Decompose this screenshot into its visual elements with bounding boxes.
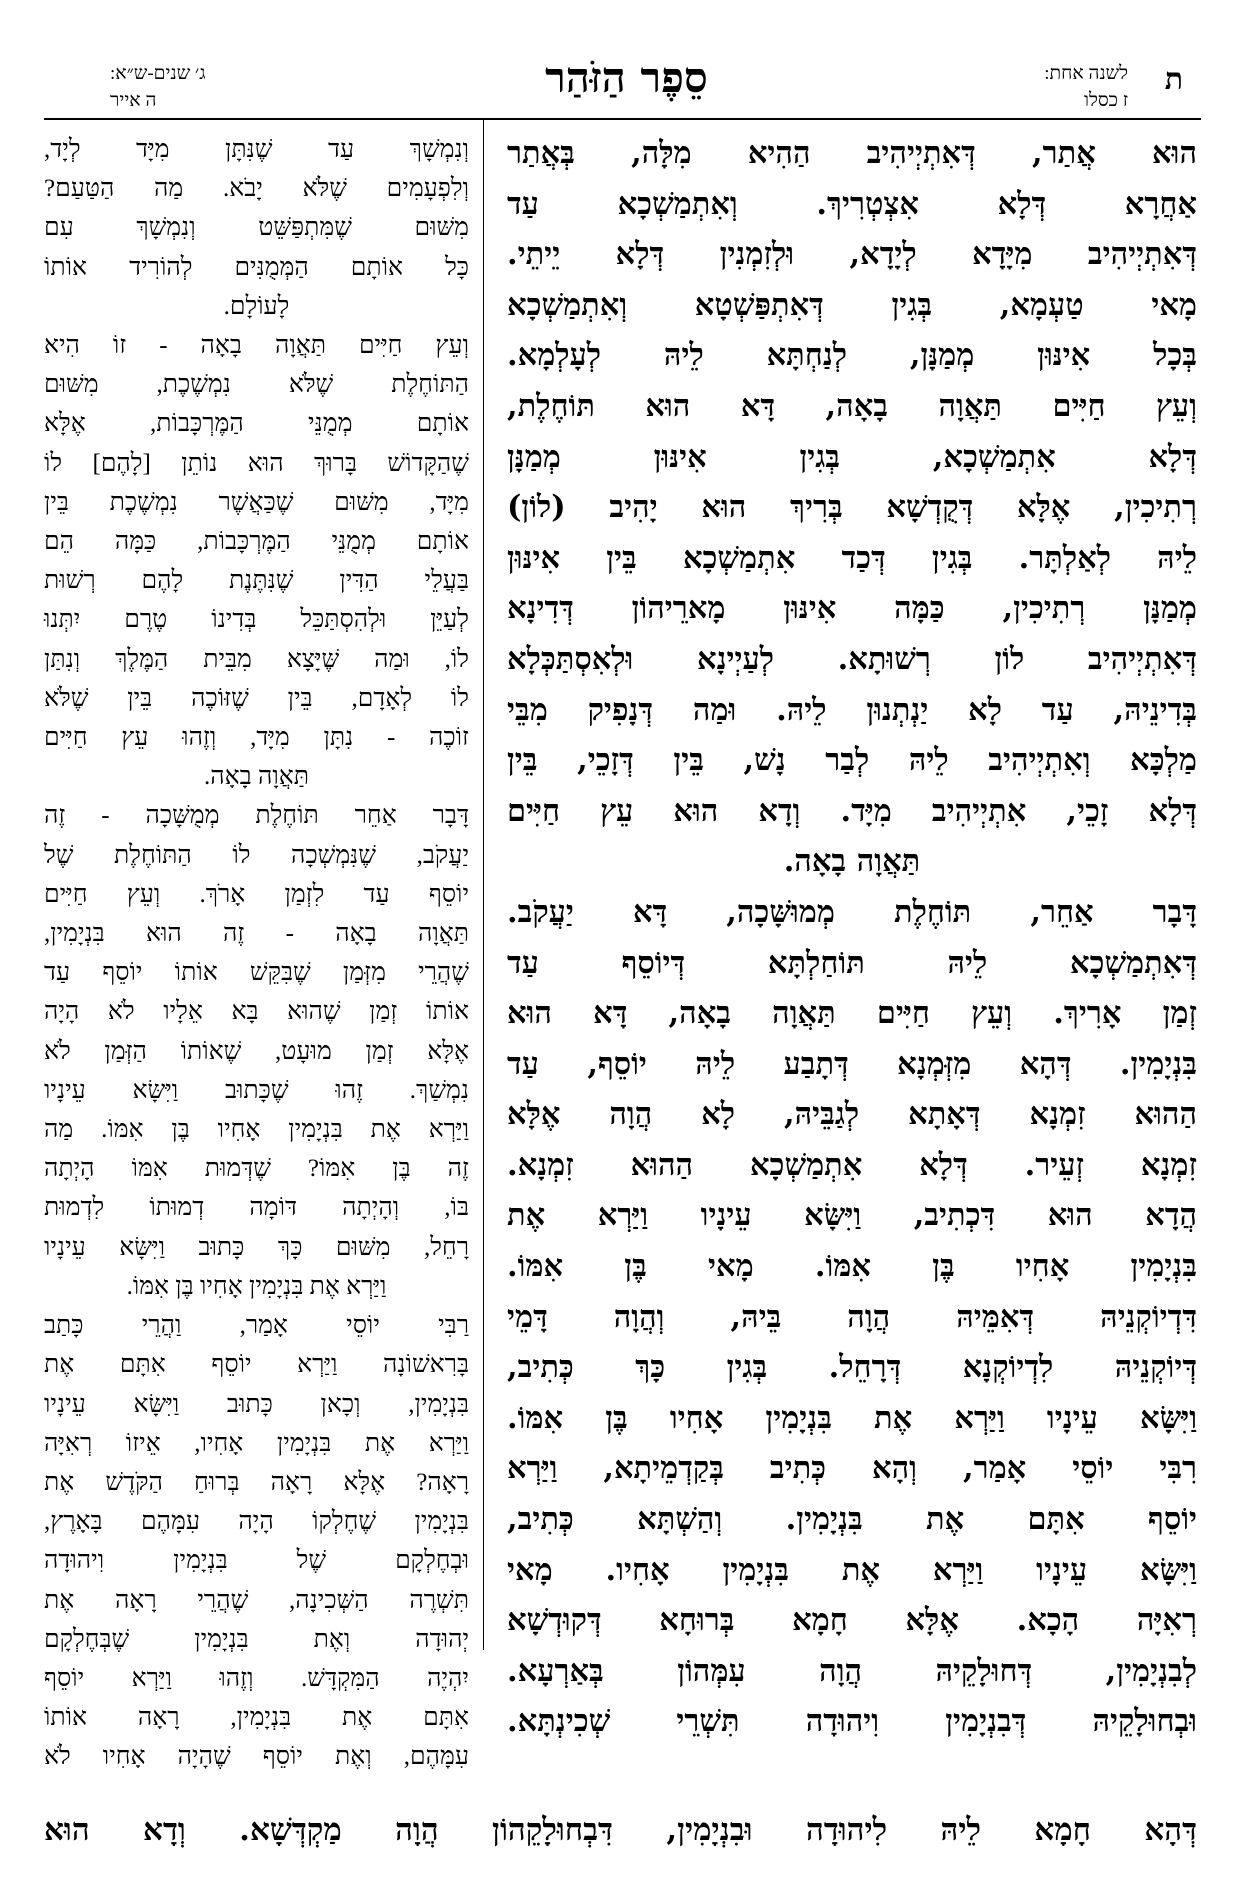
- main-line: מָאי טַעְמָא, בְּגִין דְּאִתְפַּשְׁטָא וְאִתְמַשְׁכָא: [507, 286, 1197, 323]
- header-rule: [44, 118, 1201, 120]
- side-line: וְלִפְעָמִים שֶׁלֹּא יָבֹא. מַה הַטַּעַם?: [44, 175, 469, 203]
- main-line: מַלְכָּא וְאִתְיְיהִיב לֵיהּ לְבַר נָשׁ, בֵּין דְּזָכֵי, בֵּין: [507, 742, 1197, 779]
- main-line: דְּלָא זָכֵי, אִתְיְיהִיב מִיָּד. וְדָא הוּא עֵץ חַיִּים: [507, 792, 1197, 829]
- side-line: רַבִּי יוֹסֵי אָמַר, וַהֲרֵי כָּתַב: [44, 1312, 469, 1340]
- main-line: בִּנְיָמִין. דְּהָא מִזְּמְנָא דְּתָבַע לֵיהּ יוֹסֵף, עַד: [507, 1045, 1197, 1082]
- side-line: וַיַּרְא אֶת בִּנְיָמִין אָחִיו, אֵיזוֹ רְאִיָּה: [44, 1429, 469, 1457]
- side-line: כָּל אוֹתָם הַמְּמֻנִּים לְהוֹרִיד אוֹתוֹ: [44, 253, 469, 281]
- side-line: שֶׁהַקָּדוֹשׁ בָּרוּךְ הוּא נוֹתֵן [לָהֶם] לוֹ: [44, 449, 469, 477]
- side-line: יַעֲקֹב, שֶׁנִּמְשְׁכָה לוֹ הַתּוֹחֶלֶת שֶׁל: [44, 841, 469, 869]
- header-right-line2: ז כסלו: [1084, 90, 1128, 111]
- side-line: אֶלָּא זְמַן מוּעָט, שֶׁאוֹתוֹ הַזְּמַן לֹא: [44, 1037, 469, 1065]
- side-line: זֶה בֶּן אִמּוֹ? שֶׁדְּמוּת אִמּוֹ הָיְתָה: [44, 1155, 469, 1183]
- main-line: בִּנְיָמִין אָחִיו בֶּן אִמּוֹ. מָאי בֶּן אִמּוֹ.: [507, 1248, 1197, 1285]
- main-line: רְאִיָּה הָכָא. אֶלָּא חָמָא בְּרוּחָא דְּקוּדְשָׁא: [507, 1602, 1197, 1639]
- main-line: דְּאִתְיְיהִיב לוֹן רְשׁוּתָא. לְעַיְינָא וּלְאִסְתַּכְּלָא: [507, 640, 1197, 677]
- side-line: עִמָּהֶם, וְאֶת יוֹסֵף שֶׁהָיָה אָחִיו לֹא: [44, 1743, 469, 1771]
- side-line: וַיַּרְא אֶת בִּנְיָמִין אָחִיו בֶּן אִמּוֹ. מַה: [44, 1116, 469, 1144]
- side-line: וְנִמְשָׁךְ עַד שֶׁנִּתָּן מִיָּד לְיָד,: [44, 136, 469, 163]
- main-line: וַיִּשָּׂא עֵינָיו וַיַּרְא אֶת בִּנְיָמִין אָחִיו בֶּן אִמּוֹ.: [507, 1399, 1197, 1436]
- main-line: רְתִיכִין, אֶלָּא דְּקֻדְשָׁא בְּרִיךְ הוּא יָהִיב (לוֹן): [507, 489, 1197, 526]
- side-line: שֶׁהֲרֵי מִזְּמַן שֶׁבִּקֵּשׁ אוֹתוֹ יוֹסֵף עַד: [44, 959, 469, 987]
- side-line: נִמְשַׁךְ. זֶהוּ שֶׁכָּתוּב וַיִּשָּׂא עֵינָיו: [44, 1076, 469, 1104]
- column-divider: [483, 120, 484, 1650]
- side-line: וַיַּרְא אֶת בִּנְיָמִין אָחִיו בֶּן אִמּוֹ.: [126, 1272, 387, 1300]
- side-line: אוֹתוֹ זְמַן שֶׁהוּא בָּא אֵלָיו לֹא הָיָה: [44, 998, 469, 1026]
- main-line: תַּאֲוָה בָאָה.: [783, 843, 921, 880]
- side-line: יוֹסֵף עַד לִזְמַן אָרֹךְ. וְעֵץ חַיִּים: [44, 880, 469, 908]
- bottom-continuation-line: דְּהָא חָמָא לֵיהּ לִיהוּדָה וּבִנְיָמִין, דִּבְחוּלָקֵהוֹן הֲוָה מַקְדְּשָׁא. וְדָא הוּא: [44, 1812, 1197, 1848]
- main-line: אַחֲרָא דְּלָא אִצְטְרִיךְ. וְאִתְמַשְׁכָא עַד: [507, 185, 1197, 222]
- main-line: וַיִּשָּׂא עֵינָיו וַיַּרְא אֶת בִּנְיָמִין אָחִיו. מָאי: [507, 1551, 1197, 1588]
- main-line: דְּלָא אִתְמַשְׁכָא, בְּגִין אִינּוּן מְמַנָּן: [507, 438, 1197, 475]
- main-line: בְּכָל אִינּוּן מְמַנָּן, לְנַחְתָּא לֵיהּ לְעָלְמָא.: [507, 337, 1197, 374]
- main-line: דִּדְיוֹקְנֵיהּ דְּאִמֵּיהּ הֲוָה בֵּיהּ, וְהֲוָה דָּמֵי: [507, 1298, 1197, 1335]
- side-line: אוֹתָם מְמֻנֵּי הַמֶּרְכָּבוֹת, כַּמָּה הֵם: [44, 528, 469, 556]
- hebrew-translation-column: [44, 130, 469, 1777]
- side-line: בִּנְיָמִין שֶׁחֶלְקוֹ הָיָה עִמָּהֶם בָּאָרֶץ,: [44, 1508, 469, 1536]
- side-line: אוֹתָם מְמֻנֵּי הַמֶּרְכָּבוֹת, אֶלָּא: [44, 410, 469, 438]
- main-line: יוֹסֵף אִתָּם אֶת בִּנְיָמִין. וְהַשְׁתָּא כְּתִיב,: [507, 1501, 1197, 1538]
- side-line: מִיָּד, מִשּׁוּם שֶׁכַּאֲשֶׁר נִמְשֶׁכֶת בֵּין: [44, 488, 469, 516]
- page-letter: ת: [1164, 62, 1183, 97]
- side-line: בִּנְיָמִין, וְכָאן כָּתוּב וַיִּשָּׂא עֵינָיו: [44, 1390, 469, 1418]
- side-line: לָעוֹלָם.: [223, 292, 290, 320]
- side-line: בַּעֲלֵי הַדִּין שֶׁנִּתֶּנֶת לָהֶם רְשׁוּת: [44, 567, 469, 595]
- book-title: סֵפֶר הַזֹּהַר: [545, 53, 708, 102]
- main-line: זִמְנָא זְעֵיר. דְּלָא אִתְמַשְׁכָא הַהוּא זִמְנָא.: [507, 1146, 1197, 1183]
- main-line: זְמַן אָרִיךְ. וְעֵץ חַיִּים תַּאֲוָה בָאָה, דָּא הוּא: [507, 995, 1197, 1032]
- main-line: הוּא אֲתַר, דְּאִתְיְיהִיב הַהִיא מִלָּה, בְּאֲתַר: [507, 135, 1197, 171]
- main-line: דָּבָר אַחֵר, תּוֹחֶלֶת מְמוּשָּׁכָה, דָּא יַעֲקֹב.: [507, 893, 1197, 930]
- side-line: יְהוּדָה וְאֶת בִּנְיָמִין שֶׁבְּחֶלְקָם: [44, 1625, 469, 1653]
- side-line: רָאָה? אֶלָּא רָאָה בְּרוּחַ הַקֹּדֶשׁ אֶת: [44, 1468, 469, 1496]
- side-line: מִשּׁוּם שֶׁמִּתְפַּשֵּׁט וְנִמְשָׁךְ עִם: [44, 214, 469, 242]
- header-left: [110, 60, 370, 114]
- main-line: בְּדִינֵיהּ, עַד לָא יַנְתְנוּן לֵיהּ. וּמַה דְּנָפִיק מִבֵּי: [507, 691, 1197, 728]
- side-line: בָּרִאשׁוֹנָה וַיַּרְא יוֹסֵף אִתָּם אֶת: [44, 1351, 469, 1379]
- header-right-line1: לשנה אחת:: [1044, 63, 1128, 84]
- side-line: זוֹכֶה - נִתָּן מִיָּד, וְזֶהוּ עֵץ חַיִּים: [44, 724, 469, 752]
- main-line: הַהוּא זִמְנָא דְּאָתָא לְגַבֵּיהּ, לָא הֲוָה אֶלָּא: [507, 1096, 1197, 1133]
- aramaic-text-column: [507, 128, 1197, 1747]
- side-line: הַתּוֹחֶלֶת שֶׁלֹּא נִמְשֶׁכֶת, מִשּׁוּם: [44, 371, 469, 399]
- side-line: וְעֵץ חַיִּים תַּאֲוָה בָאָה - זוֹ הִיא: [44, 332, 469, 360]
- side-line: לוֹ, וּמַה שֶּׁיָּצָא מִבֵּית הַמֶּלֶךְ וְנִתַּן: [44, 645, 469, 673]
- side-line: יִהְיֶה הַמִּקְדָּשׁ. וְזֶהוּ וַיַּרְא יוֹסֵף: [44, 1664, 469, 1692]
- side-line: רָחֵל, מִשּׁוּם כָּךְ כָּתוּב וַיִּשָּׂא עֵינָיו: [44, 1233, 469, 1261]
- main-line: דְּיוֹקְנֵיהּ לִדְיוֹקְנָא דְּרָחֵל. בְּגִין כָּךְ כְּתִיב,: [507, 1349, 1197, 1386]
- header-left-line1: ג׳ שנים-ש״א:: [110, 63, 206, 84]
- main-line: הֲדָא הוּא דִּכְתִיב, וַיִּשָּׂא עֵינָיו וַיַּרְא אֶת: [507, 1197, 1197, 1234]
- side-line: לוֹ לְאָדָם, בֵּין שֶׁזּוֹכֶה בֵּין שֶׁלֹּא: [44, 684, 469, 712]
- side-line: דָּבָר אַחֵר תּוֹחֶלֶת מְמֻשָּׁכָה - זֶה: [44, 802, 469, 830]
- side-line: בּוֹ, וְהָיְתָה דּוֹמָה דְמוּתוֹ לִדְמוּת: [44, 1194, 469, 1222]
- side-line: תַּאֲוָה בָאָה.: [204, 763, 309, 791]
- main-line: דְּאִתְיְיהִיב מִיָּדָא לְיָדָא, וּלְזִמְנִין דְּלָא יֵיתֵי.: [507, 236, 1197, 273]
- main-line: לֵיהּ לְאַלְתָּר. בְּגִין דְּכַד אִתְמַשְׁכָא בֵּין אִינּוּן: [507, 539, 1197, 576]
- main-line: מְמַנָּן רְתִיכִין, כַּמָּה אִינּוּן מָארֵיהוֹן דְּדִינָא: [507, 590, 1197, 627]
- side-line: לְעַיֵּן וּלְהִסְתַּכֵּל בְּדִינוֹ טֶרֶם יִתְּנוּ: [44, 606, 469, 634]
- main-line: לְבִנְיָמִין, דְּחוּלָקֵיהּ הֲוָה עִמְּהוֹן בְּאַרְעָא.: [507, 1652, 1197, 1689]
- main-line: רִבִּי יוֹסֵי אָמַר, וְהָא כְּתִיב בְּקַדְמֵיתָא, וַיַּרְא: [507, 1450, 1197, 1487]
- header-left-line2: ה אייר: [110, 90, 157, 111]
- side-line: וּבְחֶלְקָם שֶׁל בִּנְיָמִין וִיהוּדָה: [44, 1547, 469, 1575]
- main-line: דְּאִתְמַשְׁכָא לֵיהּ תּוֹחַלְתָּא דְּיוֹסֵף עַד: [507, 944, 1197, 981]
- side-line: תַּאֲוָה בָאָה - זֶה הוּא בִּנְיָמִין,: [44, 920, 469, 948]
- main-line: וּבְחוּלָקֵיהּ דְּבִנְיָמִין וִיהוּדָה תִּשְׁרֵי שְׁכִינְתָּא.: [507, 1703, 1197, 1740]
- side-line: אִתָּם אֶת בִּנְיָמִין, רָאָה אוֹתוֹ: [44, 1704, 469, 1732]
- main-line: וְעֵץ חַיִּים תַּאֲוָה בָאָה, דָּא הוּא תּוֹחֶלֶת,: [507, 387, 1197, 424]
- side-line: תִּשְׁרֶה הַשְּׁכִינָה, שֶׁהֲרֵי רָאָה אֶת: [44, 1586, 469, 1614]
